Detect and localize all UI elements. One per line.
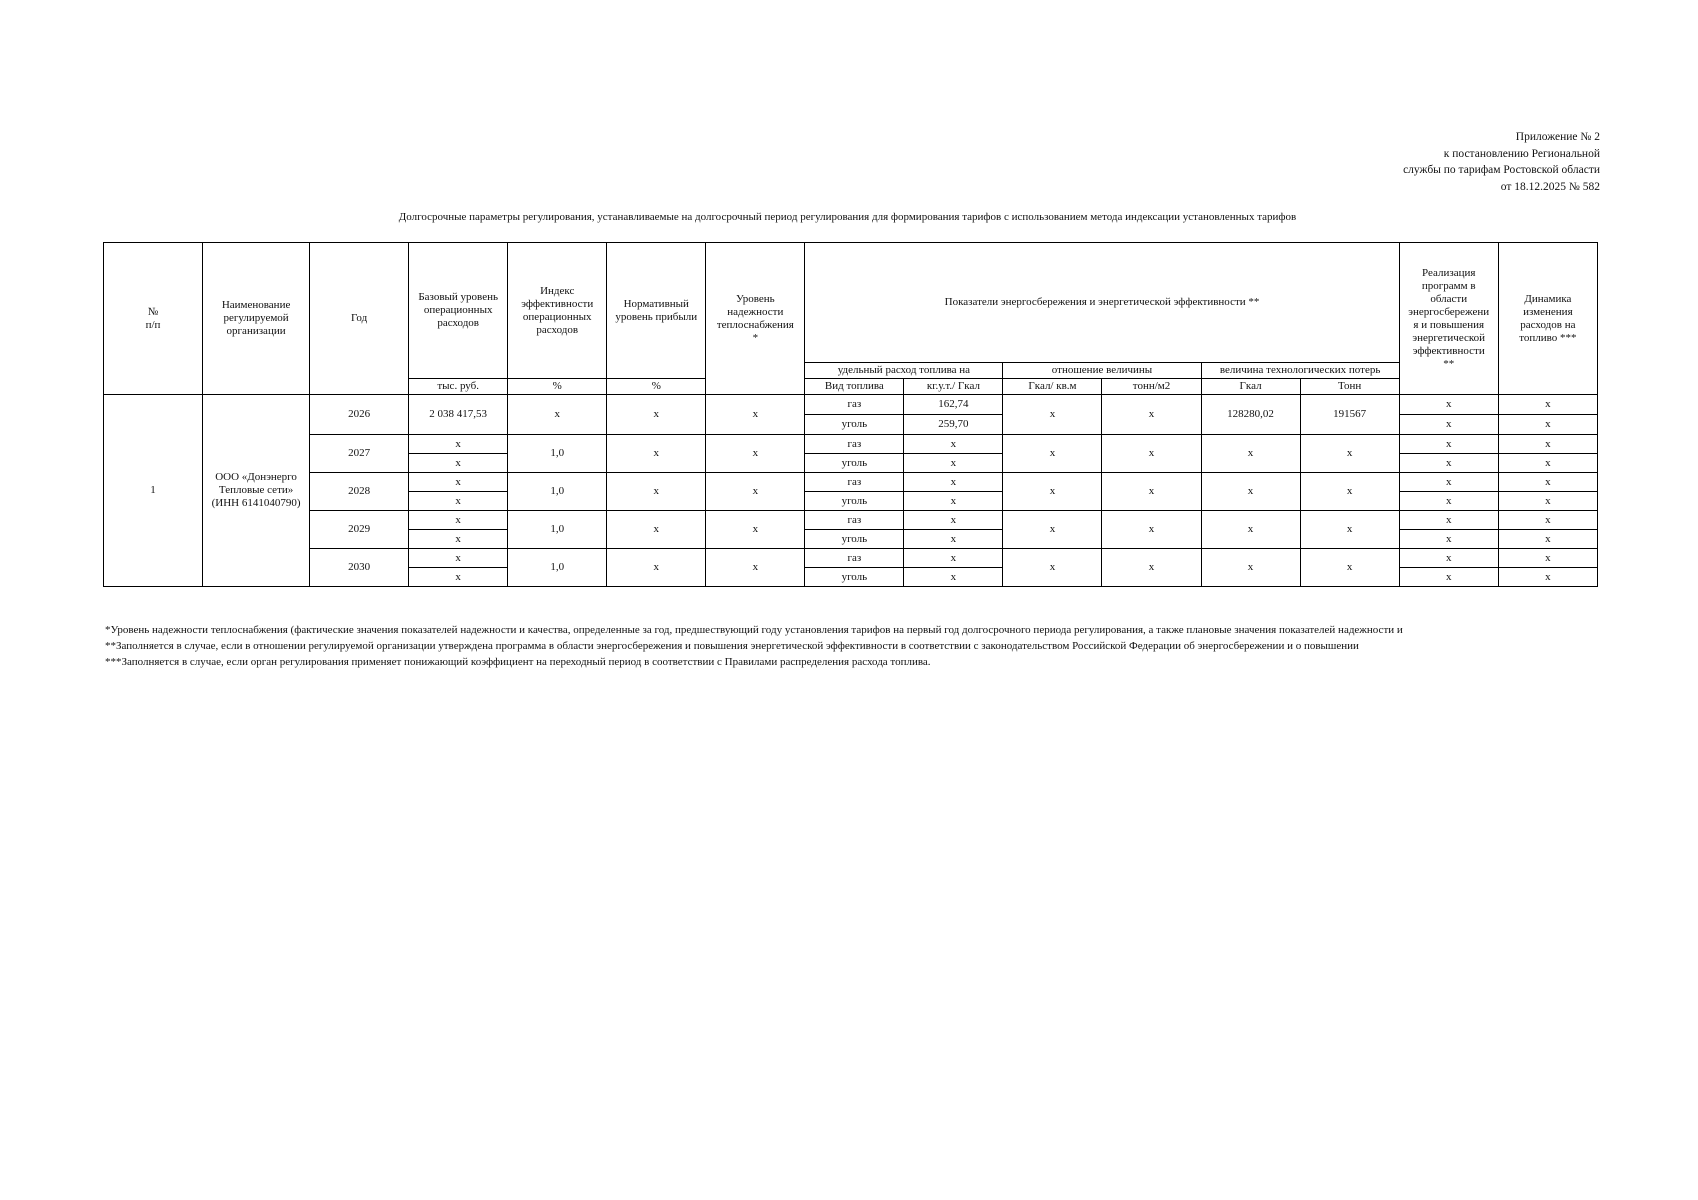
header-energy-group xyxy=(805,243,1399,363)
profit-level-cell xyxy=(607,473,706,511)
reliability-cell-value: x xyxy=(752,523,759,535)
unit-ratio-1-text: Гкал/ кв.м xyxy=(1028,380,1077,392)
dynamics-cell-value: x xyxy=(1545,570,1551,583)
header-dynamics xyxy=(1498,243,1597,395)
unit-index-text: % xyxy=(552,380,562,392)
header-base-cost-text: Базовый уровень операционных расходов xyxy=(418,291,498,329)
reliability-cell xyxy=(706,473,805,511)
efficiency-index-cell xyxy=(508,473,607,511)
header-year xyxy=(310,243,409,395)
dynamics-cell-value: x xyxy=(1545,532,1551,545)
unit-fuel-type xyxy=(805,379,904,395)
dynamics-cell xyxy=(1498,415,1597,435)
header-ratio xyxy=(1003,363,1201,379)
table-row xyxy=(104,473,1598,492)
ratio-heat-cell-value: x xyxy=(1049,485,1056,497)
dynamics-cell xyxy=(1498,454,1597,473)
base-cost-cell-value: x xyxy=(455,551,461,564)
program-cell-value: x xyxy=(1445,494,1452,507)
ratio-heat-cell-value: x xyxy=(1049,561,1056,573)
year-cell-value: 2030 xyxy=(348,561,371,573)
base-cost-cell xyxy=(409,530,508,549)
unit-ratio-2-text: тонн/м2 xyxy=(1132,380,1171,392)
base-cost-cell xyxy=(409,473,508,492)
header-ratio-text: отношение величины xyxy=(1051,364,1153,376)
dynamics-cell xyxy=(1498,473,1597,492)
profit-level-cell-value: x xyxy=(653,485,660,497)
efficiency-index-cell-value: 1,0 xyxy=(550,447,565,459)
fuel-rate-cell-value: x xyxy=(950,551,957,564)
efficiency-index-cell-value: x xyxy=(554,408,560,420)
unit-fuel-type-text: Вид топлива xyxy=(824,380,884,392)
loss-mass-cell xyxy=(1300,473,1399,511)
fuel-type-cell xyxy=(805,415,904,435)
ratio-mass-cell-value: x xyxy=(1148,485,1155,497)
loss-heat-cell-value: x xyxy=(1247,561,1254,573)
loss-mass-cell-value: 191567 xyxy=(1333,408,1367,420)
header-profit-level-text: Нормативный уровень прибыли xyxy=(615,297,698,323)
profit-level-cell-value: x xyxy=(653,408,660,420)
program-cell xyxy=(1399,454,1498,473)
reliability-cell-value: x xyxy=(752,485,759,497)
base-cost-cell-value: x xyxy=(455,494,461,507)
unit-loss-2 xyxy=(1300,379,1399,395)
fuel-rate-cell-value: x xyxy=(950,494,957,507)
efficiency-index-cell-value: 1,0 xyxy=(550,485,565,497)
document-title: Долгосрочные параметры регулирования, устанавливаемые на долгосрочный период регулирования для формирования тарифов с использованием метода индексации установленных тарифов xyxy=(398,211,1297,223)
fuel-type-cell-value: газ xyxy=(847,398,862,410)
loss-heat-cell xyxy=(1201,435,1300,473)
header-org-text: Наименование регулируемой организации xyxy=(221,299,291,337)
header-base-cost xyxy=(409,243,508,379)
fuel-type-cell xyxy=(805,549,904,568)
loss-mass-cell xyxy=(1300,549,1399,587)
appendix-line: к постановлению Региональной xyxy=(1443,147,1600,160)
unit-profit xyxy=(607,379,706,395)
row-num-cell xyxy=(104,395,203,587)
loss-mass-cell-value: x xyxy=(1346,485,1353,497)
profit-level-cell-value: x xyxy=(653,561,660,573)
loss-mass-cell-value: x xyxy=(1346,523,1353,535)
dynamics-cell-value: x xyxy=(1545,494,1551,507)
row-org-cell xyxy=(203,395,310,587)
footnotes xyxy=(105,622,1595,670)
header-efficiency-index xyxy=(508,243,607,379)
header-num xyxy=(104,243,203,395)
year-cell-value: 2029 xyxy=(348,523,371,535)
fuel-rate-cell xyxy=(904,492,1003,511)
fuel-rate-cell-value: x xyxy=(950,570,957,583)
dynamics-cell xyxy=(1498,492,1597,511)
year-cell-value: 2027 xyxy=(348,447,371,459)
ratio-heat-cell-value: x xyxy=(1049,408,1056,420)
fuel-type-cell xyxy=(805,473,904,492)
fuel-type-cell-value: газ xyxy=(847,513,862,526)
loss-heat-cell-value: x xyxy=(1247,447,1254,459)
appendix-line: службы по тарифам Ростовской области xyxy=(1403,164,1600,176)
fuel-type-cell-value: газ xyxy=(847,475,862,488)
program-cell xyxy=(1399,492,1498,511)
fuel-rate-cell xyxy=(904,473,1003,492)
fuel-type-cell xyxy=(805,454,904,473)
efficiency-index-cell xyxy=(508,435,607,473)
base-cost-cell xyxy=(409,511,508,530)
base-cost-cell-value: x xyxy=(455,456,461,469)
program-cell xyxy=(1399,473,1498,492)
fuel-rate-cell-value: x xyxy=(950,475,957,488)
efficiency-index-cell xyxy=(508,511,607,549)
footnote-line: ***Заполняется в случае, если орган регулирования применяет понижающий коэффициент на переходный период в соответствии с Правилами распределения расхода топлива. xyxy=(105,656,931,668)
ratio-heat-cell-value: x xyxy=(1049,447,1056,459)
fuel-type-cell xyxy=(805,511,904,530)
fuel-type-cell xyxy=(805,492,904,511)
year-cell xyxy=(310,511,409,549)
program-cell-value: x xyxy=(1445,475,1452,488)
unit-base-cost xyxy=(409,379,508,395)
loss-heat-cell xyxy=(1201,549,1300,587)
reliability-cell xyxy=(706,395,805,435)
unit-index xyxy=(508,379,607,395)
efficiency-index-cell xyxy=(508,549,607,587)
program-cell-value: x xyxy=(1445,437,1452,450)
loss-mass-cell-value: x xyxy=(1346,561,1353,573)
fuel-type-cell-value: уголь xyxy=(841,456,868,469)
loss-heat-cell xyxy=(1201,395,1300,435)
appendix-line: Приложение № 2 xyxy=(1515,131,1600,143)
parameters-table xyxy=(103,242,1598,587)
loss-heat-cell-value: 128280,02 xyxy=(1227,408,1274,420)
ratio-heat-cell-value: x xyxy=(1049,523,1056,535)
dynamics-cell xyxy=(1498,435,1597,454)
header-num-text: № п/п xyxy=(145,305,161,331)
table-row xyxy=(104,435,1598,454)
fuel-type-cell xyxy=(805,568,904,587)
fuel-type-cell-value: газ xyxy=(847,437,862,450)
fuel-rate-cell xyxy=(904,415,1003,435)
unit-fuel-rate-text: кг.у.т./ Гкал xyxy=(926,380,980,392)
fuel-rate-cell-value: x xyxy=(950,532,957,545)
base-cost-cell xyxy=(409,492,508,511)
loss-heat-cell-value: x xyxy=(1247,523,1254,535)
profit-level-cell-value: x xyxy=(653,523,660,535)
fuel-rate-cell-value: x xyxy=(950,513,957,526)
program-cell-value: x xyxy=(1445,551,1452,564)
unit-ratio-2 xyxy=(1102,379,1201,395)
ratio-mass-cell-value: x xyxy=(1148,408,1155,420)
year-cell xyxy=(310,395,409,435)
profit-level-cell-value: x xyxy=(653,447,660,459)
ratio-heat-cell xyxy=(1003,395,1102,435)
base-cost-cell-value: x xyxy=(455,513,461,526)
row-org-cell-value: ООО «Донэнерго Тепловые сети» (ИНН 6141040790) xyxy=(211,471,301,509)
fuel-type-cell-value: уголь xyxy=(841,570,868,583)
unit-base-cost-text: тыс. руб. xyxy=(437,380,479,392)
program-cell xyxy=(1399,395,1498,415)
dynamics-cell xyxy=(1498,511,1597,530)
header-fuel-rate xyxy=(805,363,1003,379)
footnote-line: *Уровень надежности теплоснабжения (фактические значения показателей надежности и качества, определенные за год, предшествующий году установления тарифов на первый год долгосрочного периода регулирования, а также плановые значения показателей надежности и xyxy=(105,624,1403,636)
loss-mass-cell-value: x xyxy=(1346,447,1353,459)
header-dynamics-text: Динамика изменения расходов на топливо *** xyxy=(1519,292,1577,344)
unit-loss-1 xyxy=(1201,379,1300,395)
ratio-mass-cell xyxy=(1102,395,1201,435)
program-cell-value: x xyxy=(1445,398,1452,410)
ratio-mass-cell-value: x xyxy=(1148,523,1155,535)
base-cost-cell xyxy=(409,454,508,473)
fuel-type-cell xyxy=(805,530,904,549)
unit-ratio-1 xyxy=(1003,379,1102,395)
reliability-cell xyxy=(706,549,805,587)
header-efficiency-index-text: Индекс эффективности операционных расходов xyxy=(521,284,594,336)
dynamics-cell-value: x xyxy=(1545,437,1551,450)
row-num-cell-value: 1 xyxy=(150,484,156,496)
header-program xyxy=(1399,243,1498,395)
dynamics-cell-value: x xyxy=(1545,398,1551,410)
table-row xyxy=(104,395,1598,415)
fuel-rate-cell-value: x xyxy=(950,456,957,469)
fuel-type-cell-value: уголь xyxy=(841,418,868,430)
header-reliability xyxy=(706,243,805,395)
base-cost-cell-value: 2 038 417,53 xyxy=(429,408,488,420)
fuel-rate-cell-value: 162,74 xyxy=(938,398,969,410)
base-cost-cell-value: x xyxy=(455,532,461,545)
loss-mass-cell xyxy=(1300,435,1399,473)
year-cell-value: 2028 xyxy=(348,485,371,497)
ratio-heat-cell xyxy=(1003,435,1102,473)
ratio-heat-cell xyxy=(1003,549,1102,587)
header-energy-group-text: Показатели энергосбережения и энергетической эффективности ** xyxy=(944,296,1260,308)
header-year-text: Год xyxy=(351,312,368,324)
program-cell-value: x xyxy=(1445,418,1452,430)
program-cell-value: x xyxy=(1445,513,1452,526)
base-cost-cell-value: x xyxy=(455,570,461,583)
efficiency-index-cell-value: 1,0 xyxy=(550,523,565,535)
unit-loss-2-text: Тонн xyxy=(1338,380,1362,392)
loss-heat-cell xyxy=(1201,473,1300,511)
profit-level-cell xyxy=(607,511,706,549)
base-cost-cell xyxy=(409,435,508,454)
fuel-type-cell-value: уголь xyxy=(841,532,868,545)
dynamics-cell xyxy=(1498,568,1597,587)
program-cell xyxy=(1399,549,1498,568)
program-cell-value: x xyxy=(1445,456,1452,469)
fuel-type-cell-value: газ xyxy=(847,551,862,564)
fuel-type-cell-value: уголь xyxy=(841,494,868,507)
reliability-cell xyxy=(706,435,805,473)
base-cost-cell-value: x xyxy=(455,475,461,488)
loss-heat-cell-value: x xyxy=(1247,485,1254,497)
ratio-mass-cell xyxy=(1102,549,1201,587)
fuel-rate-cell xyxy=(904,568,1003,587)
fuel-rate-cell xyxy=(904,454,1003,473)
program-cell xyxy=(1399,530,1498,549)
efficiency-index-cell xyxy=(508,395,607,435)
base-cost-cell xyxy=(409,549,508,568)
reliability-cell-value: x xyxy=(752,408,759,420)
header-profit-level xyxy=(607,243,706,379)
dynamics-cell-value: x xyxy=(1545,513,1551,526)
profit-level-cell xyxy=(607,549,706,587)
fuel-rate-cell-value: x xyxy=(950,437,957,450)
program-cell-value: x xyxy=(1445,570,1452,583)
fuel-type-cell xyxy=(805,435,904,454)
base-cost-cell xyxy=(409,395,508,435)
ratio-mass-cell-value: x xyxy=(1148,447,1155,459)
program-cell xyxy=(1399,435,1498,454)
program-cell xyxy=(1399,511,1498,530)
unit-profit-text: % xyxy=(651,380,661,392)
year-cell xyxy=(310,549,409,587)
profit-level-cell xyxy=(607,395,706,435)
year-cell xyxy=(310,435,409,473)
loss-mass-cell xyxy=(1300,511,1399,549)
fuel-rate-cell xyxy=(904,549,1003,568)
table-body xyxy=(104,243,1598,587)
fuel-rate-cell xyxy=(904,395,1003,415)
ratio-mass-cell xyxy=(1102,473,1201,511)
base-cost-cell xyxy=(409,568,508,587)
ratio-heat-cell xyxy=(1003,511,1102,549)
header-losses-text: величина технологических потерь xyxy=(1219,364,1381,376)
year-cell xyxy=(310,473,409,511)
dynamics-cell-value: x xyxy=(1545,551,1551,564)
efficiency-index-cell-value: 1,0 xyxy=(550,561,565,573)
reliability-cell xyxy=(706,511,805,549)
appendix-date-line: от 18.12.2025 № 582 xyxy=(1500,180,1600,193)
fuel-rate-cell xyxy=(904,511,1003,530)
unit-loss-1-text: Гкал xyxy=(1239,380,1262,392)
ratio-mass-cell-value: x xyxy=(1148,561,1155,573)
fuel-rate-cell xyxy=(904,435,1003,454)
header-program-text: Реализация программ в области энергосбережени я и повышения энергетической эффективности ** xyxy=(1408,266,1490,370)
fuel-rate-cell-value: 259,70 xyxy=(938,418,969,430)
loss-heat-cell xyxy=(1201,511,1300,549)
reliability-cell-value: x xyxy=(752,447,759,459)
dynamics-cell xyxy=(1498,530,1597,549)
profit-level-cell xyxy=(607,435,706,473)
footnote-line: **Заполняется в случае, если в отношении регулируемой организации утверждена программа в области энергосбережения и повышения энергетической эффективности в соответствии с законодательством Российской Федерации об энергосбережении и о повышении xyxy=(105,640,1359,652)
dynamics-cell xyxy=(1498,395,1597,415)
dynamics-cell-value: x xyxy=(1545,456,1551,469)
header-reliability-text: Уровень надежности теплоснабжения * xyxy=(716,292,794,344)
table-row xyxy=(104,511,1598,530)
fuel-rate-cell xyxy=(904,530,1003,549)
ratio-heat-cell xyxy=(1003,473,1102,511)
dynamics-cell xyxy=(1498,549,1597,568)
appendix-block xyxy=(1180,129,1600,195)
program-cell-value: x xyxy=(1445,532,1452,545)
ratio-mass-cell xyxy=(1102,511,1201,549)
unit-fuel-rate xyxy=(904,379,1003,395)
ratio-mass-cell xyxy=(1102,435,1201,473)
header-org xyxy=(203,243,310,395)
loss-mass-cell xyxy=(1300,395,1399,435)
dynamics-cell-value: x xyxy=(1545,475,1551,488)
program-cell xyxy=(1399,568,1498,587)
header-fuel-rate-text: удельный расход топлива на xyxy=(837,364,971,376)
fuel-type-cell xyxy=(805,395,904,415)
header-losses xyxy=(1201,363,1399,379)
dynamics-cell-value: x xyxy=(1545,418,1551,430)
program-cell xyxy=(1399,415,1498,435)
reliability-cell-value: x xyxy=(752,561,759,573)
table-row xyxy=(104,549,1598,568)
base-cost-cell-value: x xyxy=(455,437,461,450)
year-cell-value: 2026 xyxy=(348,408,371,420)
